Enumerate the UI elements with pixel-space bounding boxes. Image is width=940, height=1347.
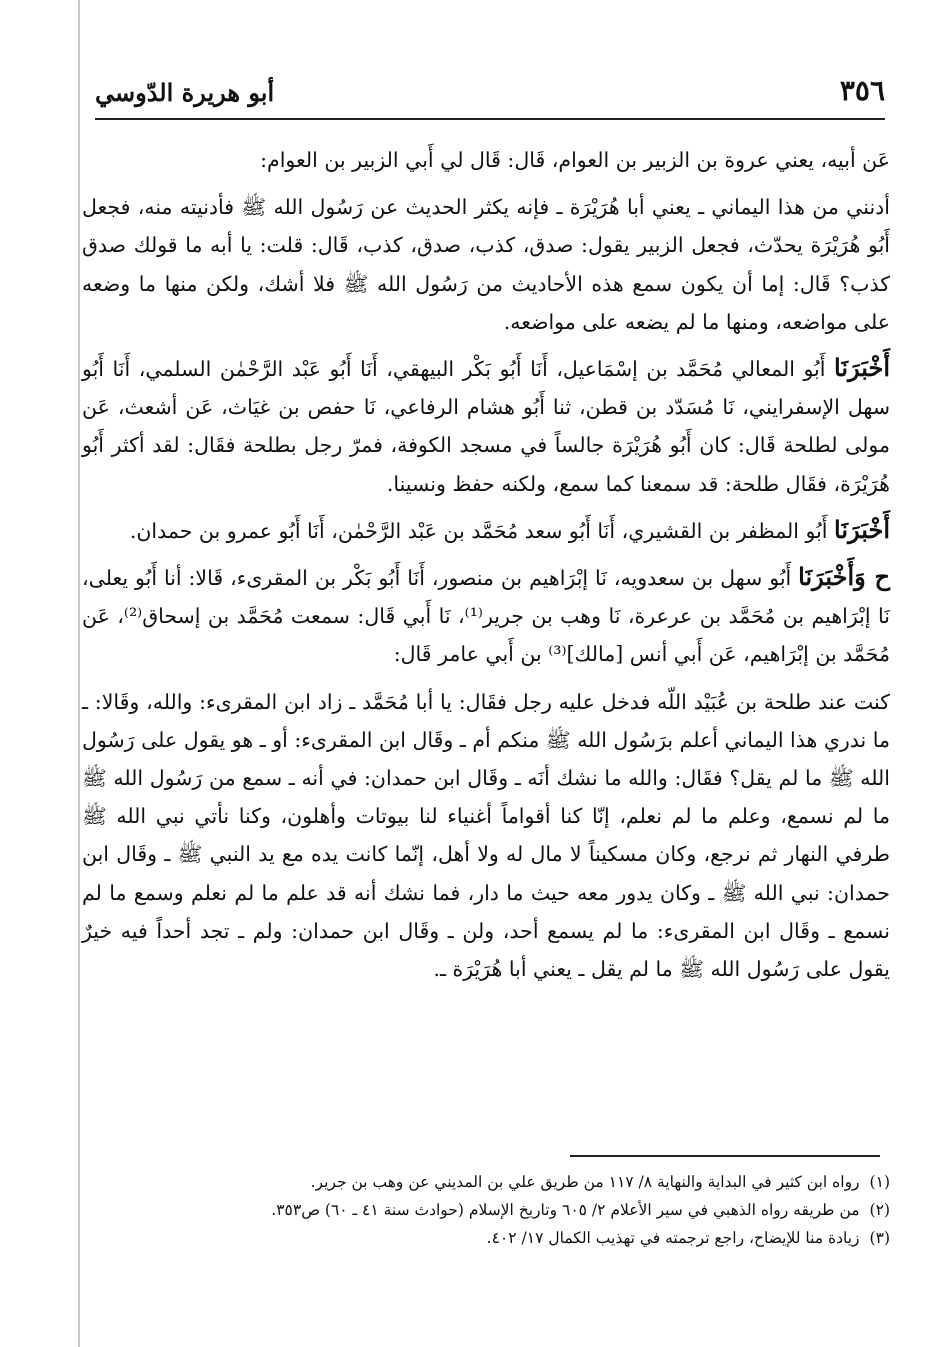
main-text	[82, 140, 890, 996]
footnote-text: من طريقه رواه الذهبي في سير الأعلام ٢/ ٦٠٥ وتاريخ الإسلام (حوادث سنة ٤١ ـ ٦٠) ص٣٥٣.	[271, 1201, 860, 1219]
paragraph	[82, 682, 890, 989]
paragraph	[82, 511, 890, 550]
chain-heading: أَخْبَرَنَا	[834, 353, 890, 383]
paragraph	[82, 140, 890, 179]
footnote	[110, 1168, 890, 1196]
footnote-divider	[570, 1155, 880, 1157]
footnote-text: رواه ابن كثير في البداية والنهاية ٨/ ١١٧ من طريق علي بن المديني عن وهب بن جرير.	[310, 1173, 860, 1191]
paragraph-text: أَبُو سهل بن سعدويه، نَا إبْرَاهيم بن منصور، أَنَا أَبُو بَكْر بن المقرىء، قَالا: أنا أَبُو يعلى، نَا إبْرَاهيم بن مُحَمَّد بن عرعرة، نَا وهب بن جرير⁽¹⁾، نَا أَبي قَال: سمعت مُحَمَّد بن إسحاق⁽²⁾، عَن مُحَمَّد بن إبْرَاهيم، عَن أَبي أنس [مالك]⁽³⁾ بن أَبي عامر قَال:	[82, 566, 890, 667]
footnote-number: (٢)	[869, 1201, 890, 1219]
footnotes	[110, 1168, 890, 1252]
paragraph-text: كنت عند طلحة بن عُبَيْد اللّه فدخل عليه رجل فقَال: يا أبا مُحَمَّد ـ زاد ابن المقرىء: والله، وقَالا: ـ ما ندري هذا اليماني أعلم برَسُول الله ﷺ منكم أم ـ وقَال ابن المقرىء: أو ـ هو يقول على رَسُول الله ﷺ ما لم يقل؟ فقَال: والله ما نشك أنَه ـ وقَال ابن حمدان: في أنه ـ سمع من رَسُول الله ﷺ ما لم نسمع، وعلم ما لم نعلم، إنّا كنا أقواماً أغنياء لنا بيوتات وأهلون، وكنا نأتي نبي الله ﷺ طرفي النهار ثم نرجع، وكان مسكيناً لا مال له ولا أهل، إنّما كانت يده مع يد النبي ﷺ ـ وقَال ابن حمدان: نبي الله ﷺ ـ وكان يدور معه حيث ما دار، فما نشك أنه قد علم ما لم نعلم وسمع ما لم نسمع ـ وقَال ابن المقرىء: ما لم يسمع أحد، ولن ـ وقَال ابن حمدان: ولم ـ تجد أحداً فيه خيرٌ يقول على رَسُول الله ﷺ ما لم يقل ـ يعني أبا هُرَيْرَة ـ.	[82, 689, 890, 982]
paragraph-text: أَبُو المعالي مُحَمَّد بن إسْمَاعيل، أَنَا أَبُو بَكْر البيهقي، أَنَا أَبُو عَبْد الرَّحْمٰن السلمي، أَنَا أَبُو سهل الإسفرايني، نَا مُسَدّد بن قطن، ثنا أَبُو هشام الرفاعي، نَا حفص بن غيَاث، عَن أشعث، عَن مولى لطلحة قَال: كان أَبُو هُرَيْرَة جالساً في مسجد الكوفة، فمرّ رجل بطلحة فقَال: لقد أكثر أَبُو هُرَيْرَة، فقَال طلحة: قد سمعنا كما سمع، ولكنه حفظ ونسينا.	[82, 357, 890, 496]
paragraph-text: عَن أبيه، يعني عروة بن الزبير بن العوام، قَال: قَال لي أَبي الزبير بن العوام:	[260, 148, 890, 172]
running-title: أبو هريرة الدّوسي	[95, 78, 275, 107]
footnote-number: (٣)	[869, 1229, 890, 1247]
paragraph	[82, 187, 890, 341]
page-binding-edge	[78, 0, 80, 1347]
paragraph-text: أدنني من هذا اليماني ـ يعني أبا هُرَيْرَة ـ فإنه يكثر الحديث عن رَسُول الله ﷺ فأدنيته منه، فجعل أَبُو هُرَيْرَة يحدّث، فجعل الزبير يقول: صدق، كذب، صدق، كذب، قَال: قلت: يا أبه ما قولك صدق كذب؟ قَال: إما أن يكون سمع هذه الأحاديث من رَسُول الله ﷺ فلا أشك، ولكن منها ما وضعه على مواضعه، ومنها ما لم يضعه على مواضعه.	[82, 195, 890, 334]
footnote	[110, 1196, 890, 1224]
page-number: ٣٥٦	[839, 74, 885, 107]
paragraph	[82, 558, 890, 674]
chain-heading: أَخْبَرَنَا	[834, 514, 890, 544]
footnote-text: زيادة منا للإيضاح، راجع ترجمته في تهذيب الكمال ١٧/ ٤٠٢.	[486, 1229, 860, 1247]
page-header	[95, 70, 885, 120]
chain-heading: ح وَأَخْبَرَنَا	[798, 562, 891, 592]
footnote	[110, 1224, 890, 1252]
footnote-number: (١)	[869, 1173, 890, 1191]
paragraph-text: أَبُو المظفر بن القشيري، أَنَا أَبُو سعد مُحَمَّد بن عَبْد الرَّحْمٰن، أَنَا أَبُو عمرو بن حمدان.	[129, 518, 835, 543]
paragraph	[82, 349, 890, 503]
